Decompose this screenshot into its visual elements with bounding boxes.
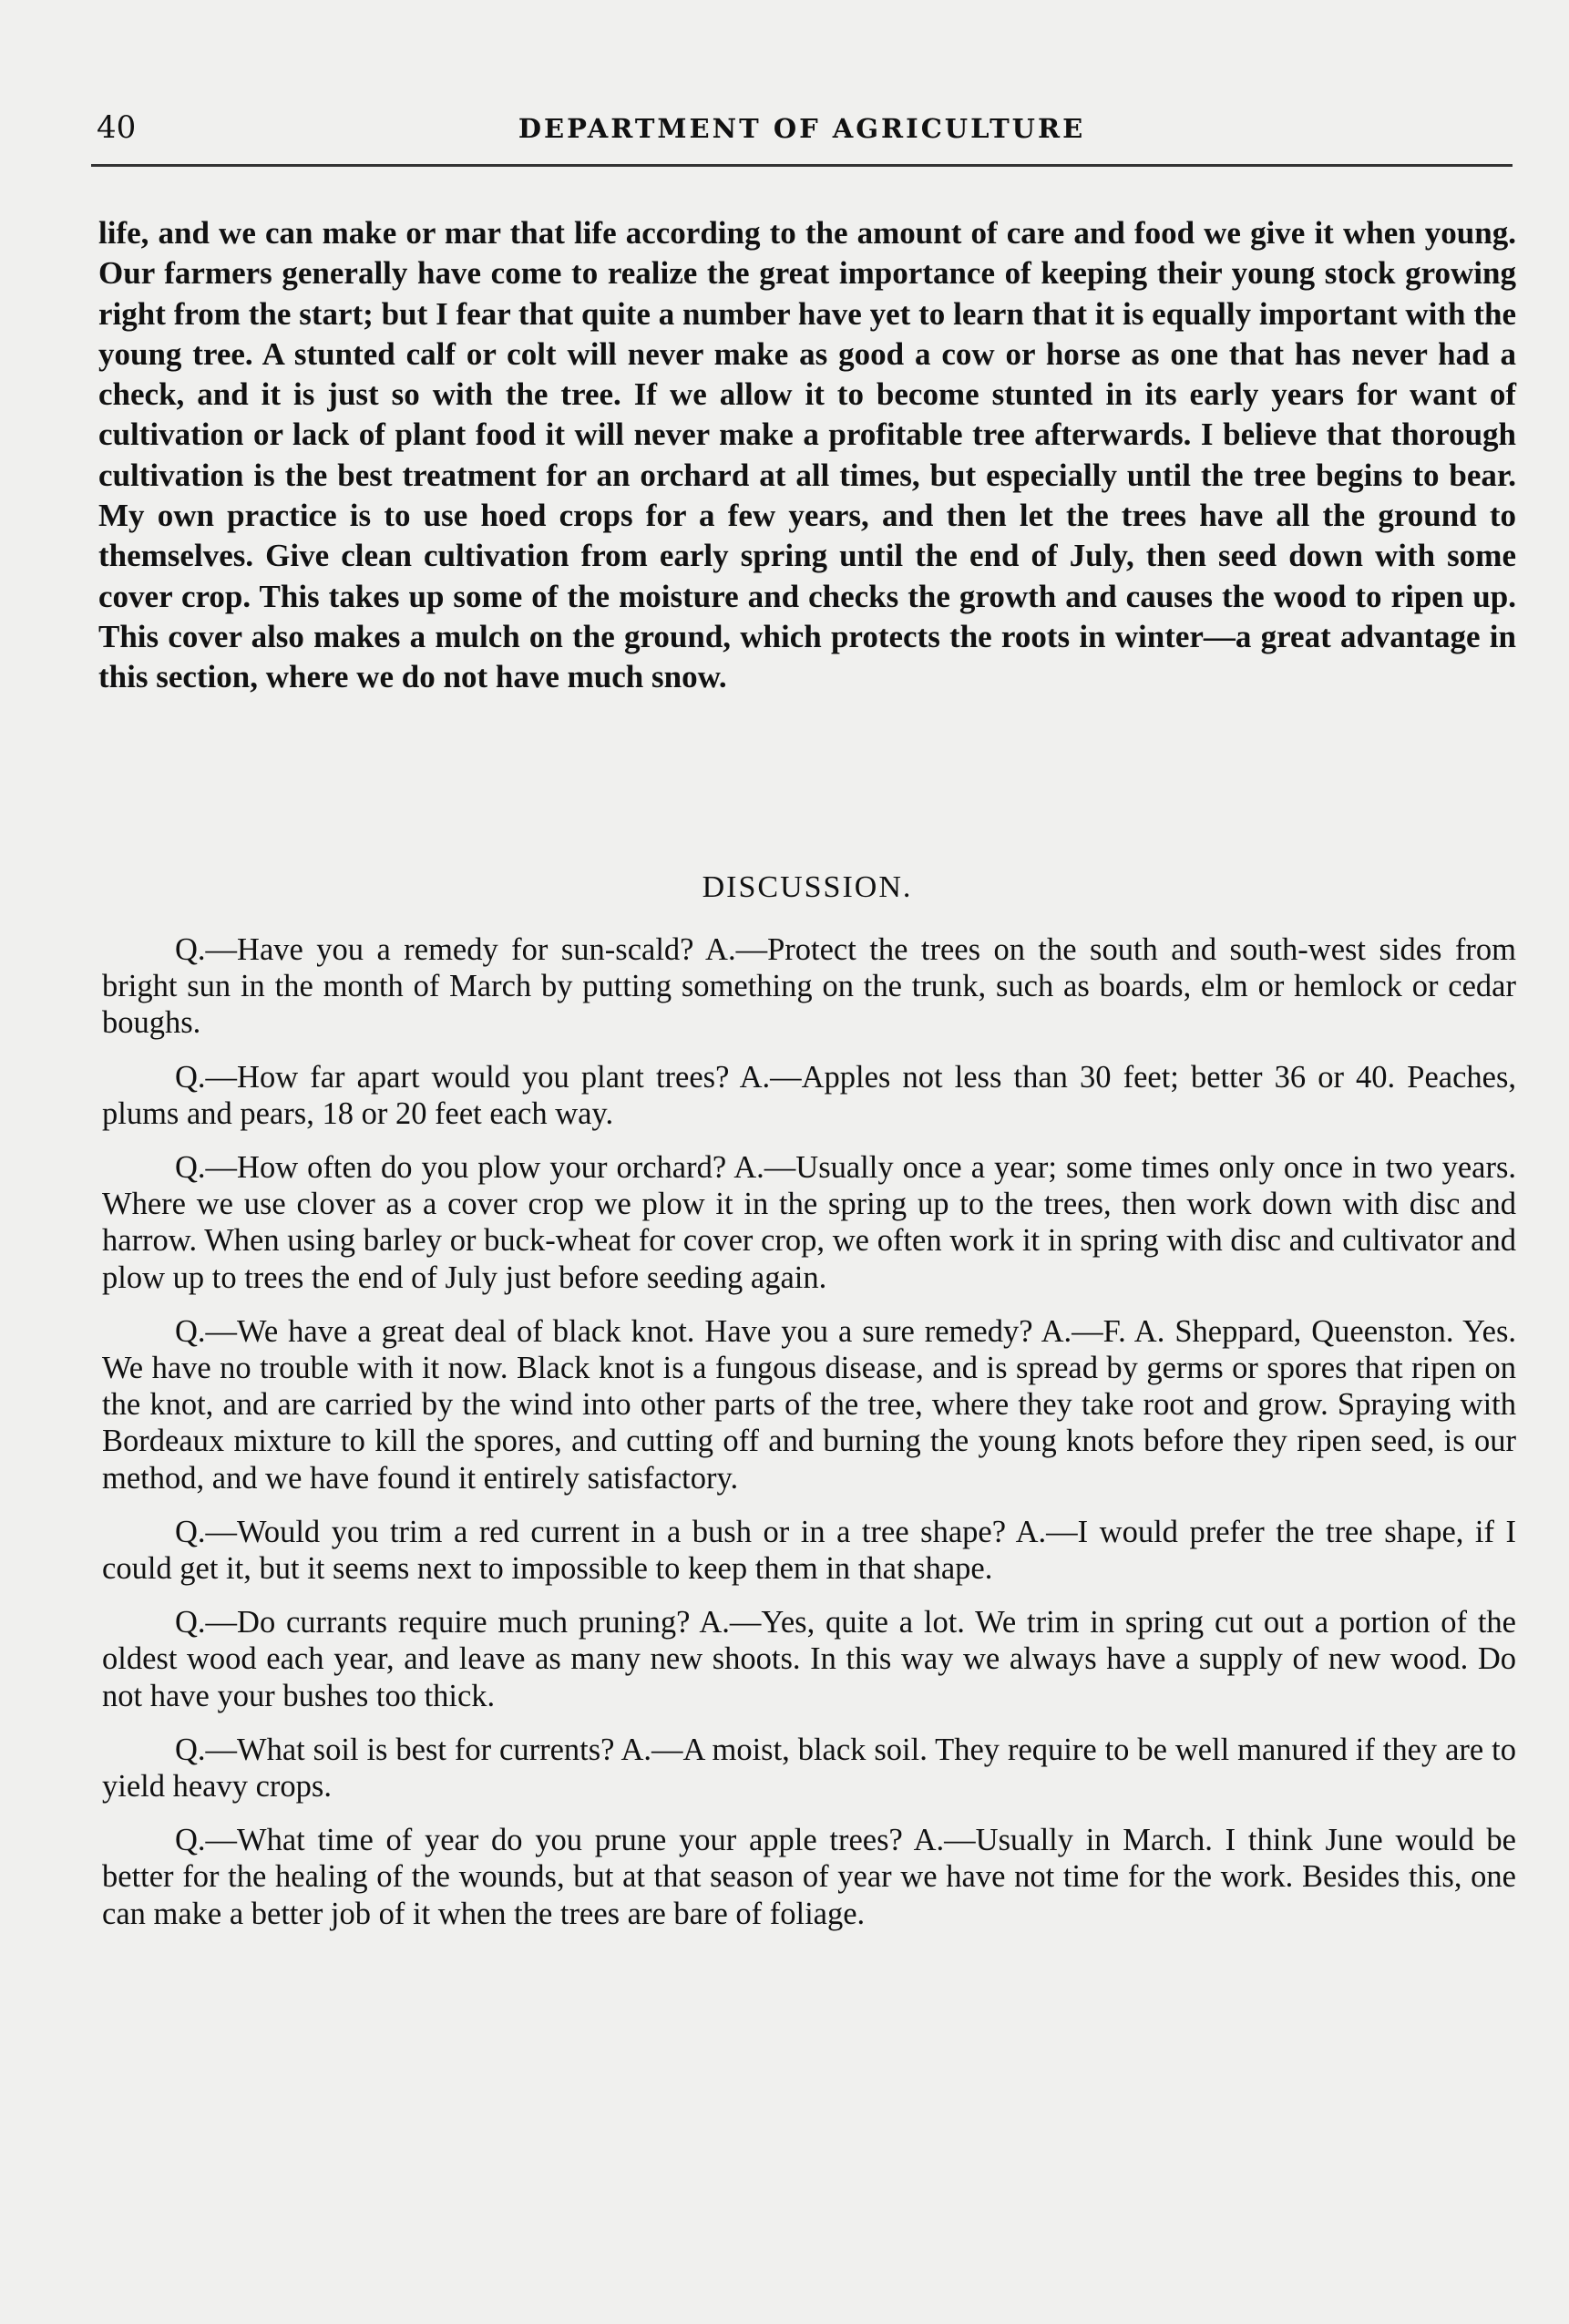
qa-item: Q.—How often do you plow your orchard? A.—Usually once a year; some times only once in two years. Where we use clover as a cover crop we plow it in the spring up to the trees, then work down with disc and harrow. When using barley or buck-wheat for cover crop, we often work it in spring with disc and cultivator and plow up to trees the end of July just before seeding again.: [102, 1150, 1516, 1295]
qa-item: Q.—We have a great deal of black knot. Have you a sure remedy? A.—F. A. Sheppard, Queenston. Yes. We have no trouble with it now. Black knot is a fungous disease, and is spread by germs or spores that ripen on the knot, and are carried by the wind into other parts of the tree, where they take root and grow. Spraying with Bordeaux mixture to kill the spores, and cutting off and burning the young knots before they ripen seed, is our method, and we have found it entirely satisfactory.: [102, 1313, 1516, 1496]
running-head: DEPARTMENT OF AGRICULTURE: [518, 113, 1086, 144]
header-rule: [91, 164, 1513, 167]
discussion-heading: DISCUSSION.: [702, 870, 913, 904]
qa-item: Q.—How far apart would you plant trees? A.—Apples not less than 30 feet; better 36 or 40. Peaches, plums and pears, 18 or 20 feet each way.: [102, 1059, 1516, 1131]
page-number: 40: [97, 109, 137, 146]
page-header: [91, 102, 1513, 157]
qa-item: Q.—What soil is best for currents? A.—A moist, black soil. They require to be well manured if they are to yield heavy crops.: [102, 1732, 1516, 1805]
qa-item: Q.—Have you a remedy for sun-scald? A.—Protect the trees on the south and south-west sides from bright sun in the month of March by putting something on the trunk, such as boards, elm or hemlock or cedar boughs.: [102, 932, 1516, 1041]
qa-item: Q.—Would you trim a red current in a bush or in a tree shape? A.—I would prefer the tree shape, if I could get it, but it seems next to impossible to keep them in that shape.: [102, 1514, 1516, 1587]
body-paragraph: life, and we can make or mar that life according to the amount of care and food we give it when young. Our farmers generally have come to realize the great importance of keeping their young stock growing right from the start; but I fear that quite a number have yet to learn that it is equally important with the young tree. A stunted calf or colt will never make as good a cow or horse as one that has never had a check, and it is just so with the tree. If we allow it to become stunted in its early years for want of cultivation or lack of plant food it will never make a profitable tree afterwards. I believe that thorough cultivation is the best treatment for an orchard at all times, but especially until the tree begins to bear. My own practice is to use hoed crops for a few years, and then let the trees have all the ground to themselves. Give clean cultivation from early spring until the end of July, then seed down with some cover crop. This takes up some of the moisture and checks the growth and causes the wood to ripen up. This cover also makes a mulch on the ground, which protects the roots in winter—a great advantage in this section, where we do not have much snow.: [98, 215, 1516, 695]
body-text: [98, 213, 1516, 698]
qa-item: Q.—Do currants require much pruning? A.—Yes, quite a lot. We trim in spring cut out a portion of the oldest wood each year, and leave as many new shoots. In this way we always have a supply of new wood. Do not have your bushes too thick.: [102, 1605, 1516, 1713]
qa-list: [102, 931, 1516, 1949]
qa-item: Q.—What time of year do you prune your apple trees? A.—Usually in March. I think June would be better for the healing of the wounds, but at that season of year we have not time for the work. Besides this, one can make a better job of it when the trees are bare of foliage.: [102, 1823, 1516, 1931]
